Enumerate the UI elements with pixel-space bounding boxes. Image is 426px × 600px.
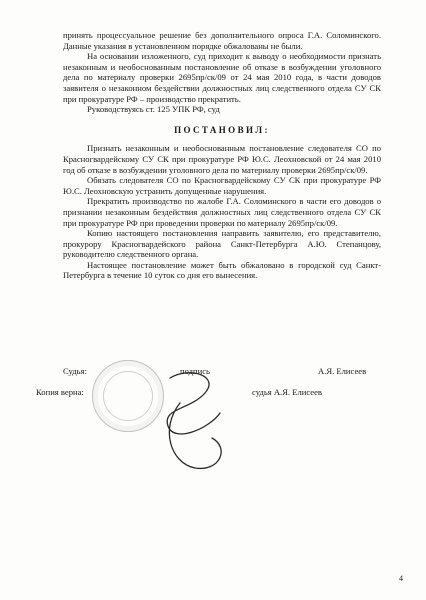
ruling-heading: ПОСТАНОВИЛ:	[174, 124, 270, 135]
document-body	[63, 30, 381, 281]
ruling-item-1: Признать незаконным и необоснованным постановление следователя СО по Красногвардейскому СУ СК при прокуратуре РФ Ю.С. Леохновской от 24 мая 2010 год об отказе в возбуждении уголовного дела по материалу проверки 2695пр/ск/09.	[63, 143, 381, 175]
ruling-item-4: Копию настоящего постановления направить заявителю, его представителю, прокурору Красногвардейского района Санкт-Петербурга А.Ю. Степанцову, руководителю следственного органа.	[63, 228, 381, 260]
copy-certified-label: Копия верна:	[36, 387, 84, 397]
paragraph-guided-by: Руководствуясь ст. 125 УПК РФ, суд	[87, 104, 220, 115]
ruling-item-2: Обязать следователя СО по Красногвардейскому СУ СК при прокуратуре РФ Ю.С. Леохновскую устранить допущенные нарушения.	[63, 175, 381, 196]
paragraph-continuation: принять процессуальное решение без дополнительного опроса Г.А. Соломинского. Данные указания в установленном порядке обжалованы не были.	[63, 30, 381, 51]
judge-name: А.Я. Елисеев	[318, 366, 367, 376]
page-number: 4	[399, 574, 403, 583]
signed-label: подпись	[180, 366, 210, 376]
copy-judge-name: судья А.Я. Елисеев	[252, 387, 322, 397]
paragraph-conclusion: На основании изложенного, суд приходит к выводу о необходимости признать незаконным и необоснованным постановление об отказе в возбуждении уголовного дела по материалу проверки 2695пр/ск/09 от 24 мая 2010 года, в части доводов заявителя о незаконном бездействии должностных лиц следственного отдела СУ СК при прокуратуре РФ – производство прекратить.	[63, 51, 381, 104]
ruling-item-3: Прекратить производство по жалобе Г.А. Соломинского в части его доводов о признании незаконным бездействия должностных лиц следственного отдела СУ СК при прокуратуре РФ при проведении проверки по материалу 2695пр/ск/09.	[63, 196, 381, 228]
judge-label: Судья:	[63, 366, 87, 376]
ruling-item-5: Настоящее постановление может быть обжаловано в городской суд Санкт-Петербурга в течение 10 суток со дня его вынесения.	[63, 259, 381, 281]
handwritten-signature	[150, 368, 240, 478]
court-stamp-inner-ring	[103, 371, 153, 421]
